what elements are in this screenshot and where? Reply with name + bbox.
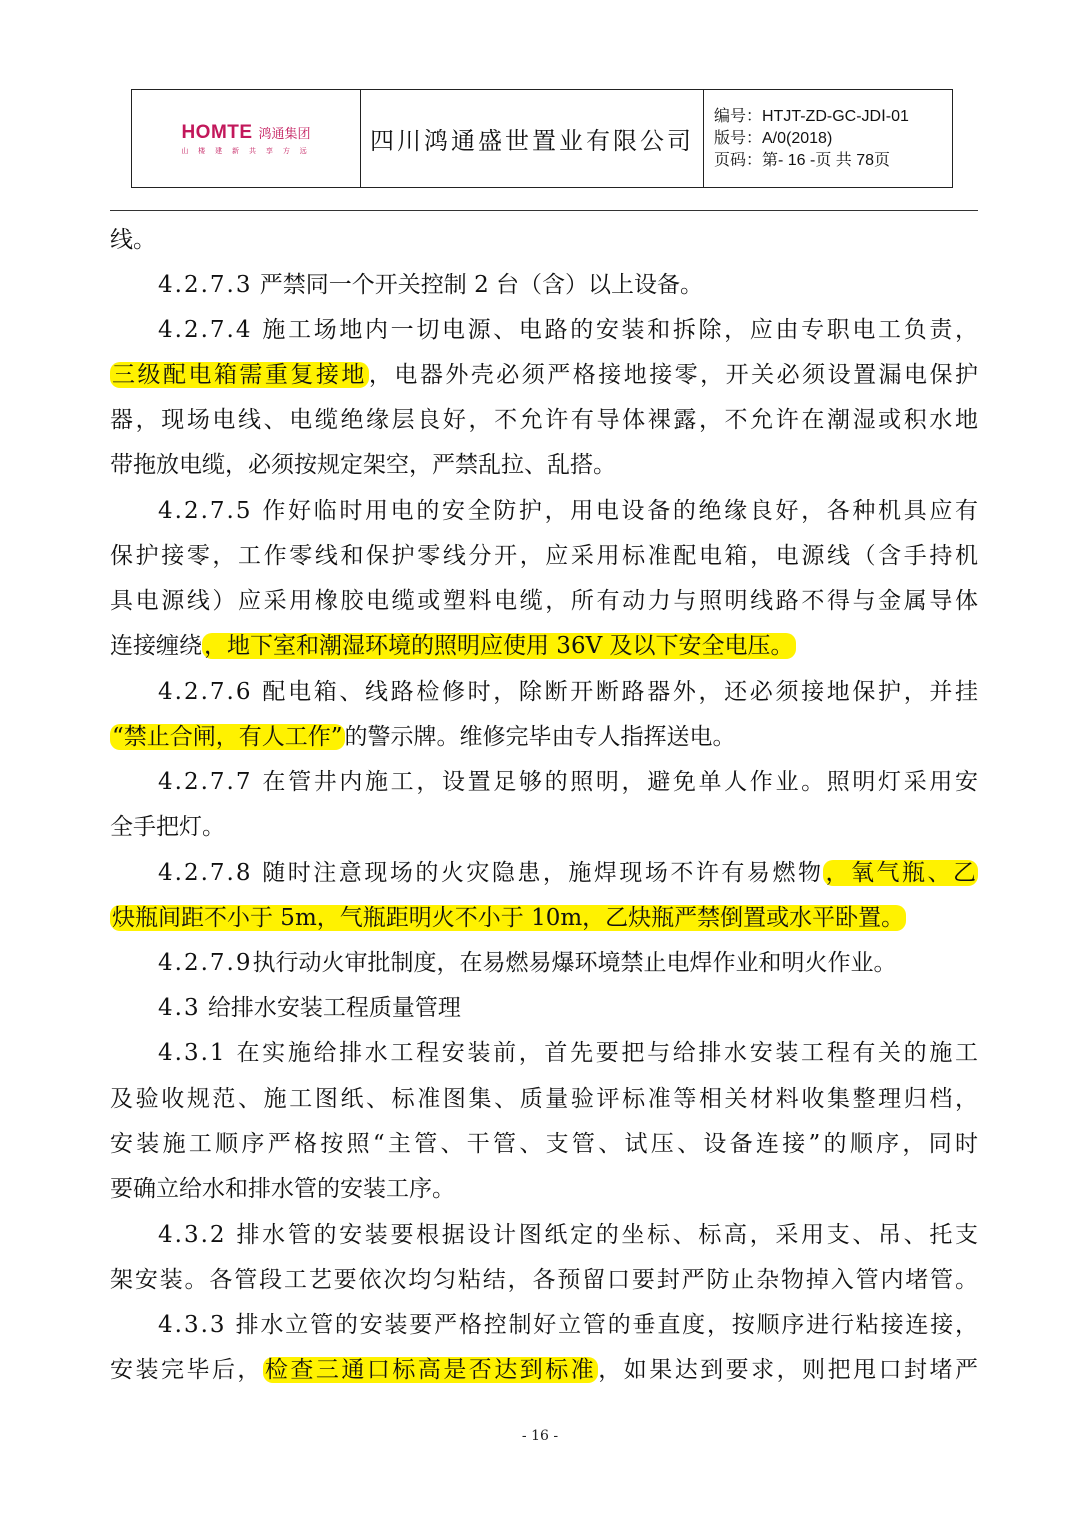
section-heading: 4.3 给排水安装工程质量管理 (158, 995, 461, 1021)
highlighted-text: 炔瓶间距不小于 5m，气瓶距明火不小于 10m，乙炔瓶严禁倒置或水平卧置。 (112, 905, 905, 931)
section-number: 4.3 (158, 995, 201, 1021)
text-line: 安装施工顺序严格按照“主管、干管、支管、试压、设备连接”的顺序，同时 (110, 1131, 978, 1157)
clause-number: 4.2.7.5 (158, 498, 253, 524)
clause-number: 4.2.7.8 (158, 860, 253, 886)
text-line (110, 898, 978, 938)
version-number: 版号：A/0(2018) (714, 129, 833, 147)
company-logo (181, 122, 310, 144)
clause-number: 4.2.7.7 (158, 769, 253, 795)
text-line: 4.3.1 在实施给排水工程安装前，首先要把与给排水安装工程有关的施工 (158, 1040, 978, 1066)
doc-number: 编号：HTJT-ZD-GC-JDⅠ-01 (714, 107, 909, 125)
text-line: 具电源线）应采用橡胶电缆或塑料电缆，所有动力与照明线路不得与金属导体 (110, 588, 978, 614)
text-line: 4.2.7.6 配电箱、线路检修时，除断开断路器外，还必须接地保护，并挂 (158, 679, 978, 705)
page-info: 页码：第- 16 -页 共 78页 (714, 151, 891, 169)
company-cell (361, 90, 704, 187)
highlighted-text: 检查三通口标高是否达到标准 (264, 1357, 597, 1383)
text-line: 4.2.7.4 施工场地内一切电源、电路的安装和拆除，应由专职电工负责， (158, 317, 978, 343)
text-line: “禁止合闸，有人工作”的警示牌。维修完毕由专人指挥送电。 (112, 724, 736, 750)
highlighted-text: 三级配电箱需重复接地 (112, 362, 367, 388)
clause-number: 4.2.7.3 (158, 272, 253, 298)
meta-cell (704, 90, 952, 187)
text-line: 及验收规范、施工图纸、标准图集、质量验评标准等相关材料收集整理归档， (110, 1086, 978, 1112)
text-line: 保护接零，工作零线和保护零线分开，应采用标准配电箱，电源线（含手持机 (110, 543, 978, 569)
text-line: 4.2.7.8 随时注意现场的火灾隐患，施焊现场不许有易燃物，氧气瓶、乙 (158, 860, 977, 886)
text-line: 连接缠绕，地下室和潮湿环境的照明应使用 36V 及以下安全电压。 (110, 633, 794, 659)
text-line: 4.3.3 排水立管的安装要严格控制好立管的垂直度，按顺序进行粘接连接， (158, 1312, 978, 1338)
page-number: - 16 - (521, 1428, 559, 1444)
clause-number: 4.2.7.4 (158, 317, 253, 343)
text-line: 4.2.7.3 严禁同一个开关控制 2 台（含）以上设备。 (158, 272, 704, 298)
text-line: 4.3.2 排水管的安装要根据设计图纸定的坐标、标高，采用支、吊、托支 (158, 1222, 978, 1248)
text-line: 线。 (110, 227, 156, 253)
highlighted-text: ，地下室和潮湿环境的照明应使用 36V 及以下安全电压。 (204, 633, 794, 659)
text-line: 带拖放电缆，必须按规定架空，严禁乱拉、乱搭。 (110, 452, 616, 478)
highlighted-text: ，氧气瓶、乙 (825, 860, 977, 886)
logo-slogan: 山 楼 建 新 共 享 方 远 (181, 147, 311, 155)
text-line: 4.2.7.5 作好临时用电的安全防护，用电设备的绝缘良好，各种机具应有 (158, 498, 978, 524)
company-name: 四川鸿通盛世置业有限公司 (370, 127, 694, 155)
clause-number: 4.2.7.6 (158, 679, 253, 705)
header-divider (110, 210, 978, 211)
text-line: 器，现场电线、电缆绝缘层良好，不允许有导体裸露，不允许在潮湿或积水地 (110, 407, 978, 433)
highlighted-text: “禁止合闸，有人工作” (112, 724, 343, 750)
text-line: 要确立给水和排水管的安装工序。 (110, 1176, 455, 1202)
clause-number: 4.3.1 (158, 1040, 227, 1066)
clause-number: 4.3.2 (158, 1222, 227, 1248)
text-line: 安装完毕后，检查三通口标高是否达到标准，如果达到要求，则把甩口封堵严 (110, 1357, 979, 1383)
logo-wordmark: HOMTE (181, 121, 253, 143)
clause-number: 4.2.7.9 (158, 950, 253, 976)
logo-cell (132, 90, 361, 187)
clause-number: 4.3.3 (158, 1312, 227, 1338)
text-line: 架安装。各管段工艺要依次均匀粘结，各预留口要封严防止杂物掉入管内堵管。 (110, 1267, 978, 1293)
text-line: 三级配电箱需重复接地，电器外壳必须严格接地接零，开关必须设置漏电保护 (112, 362, 979, 388)
logo-chinese: 鸿通集团 (258, 126, 311, 141)
text-line: 4.2.7.9执行动火审批制度，在易燃易爆环境禁止电焊作业和明火作业。 (158, 950, 897, 976)
text-line: 4.2.7.7 在管井内施工，设置足够的照明，避免单人作业。照明灯采用安 (158, 769, 978, 795)
document-header (131, 89, 953, 188)
text-line: 全手把灯。 (110, 814, 225, 840)
